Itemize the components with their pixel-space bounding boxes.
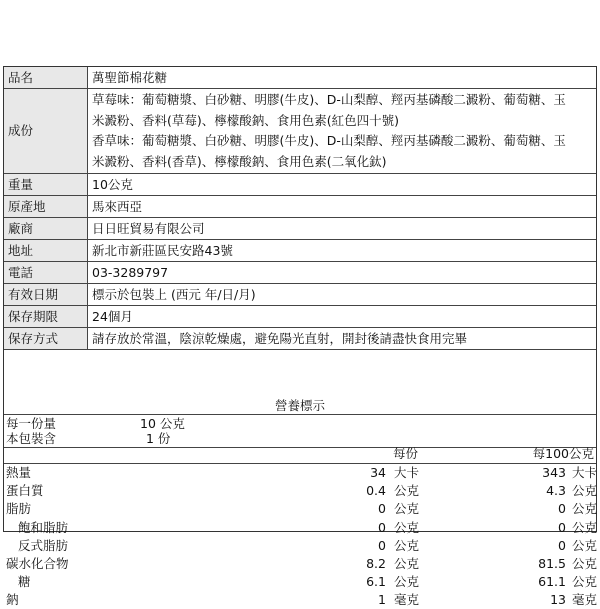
info-row-manufacturer bbox=[4, 218, 596, 240]
nutrition-row bbox=[4, 591, 596, 609]
nutrition-row bbox=[4, 537, 596, 555]
info-value: 新北市新莊區民安路43號 bbox=[88, 240, 597, 262]
per-100g-value: 0 bbox=[558, 537, 566, 553]
info-value: 10公克 bbox=[88, 174, 597, 196]
info-row-address bbox=[4, 240, 596, 262]
per-100g-value: 13 bbox=[550, 592, 566, 608]
info-value: 馬來西亞 bbox=[88, 196, 597, 218]
divider bbox=[4, 447, 596, 448]
ingredients-line: 米澱粉、香料(草莓)、檸檬酸鈉、食用色素(紅色四十號) bbox=[92, 112, 400, 128]
nutrient-name: 碳水化合物 bbox=[6, 556, 69, 571]
info-label: 有效日期 bbox=[4, 284, 88, 306]
info-row-expiry bbox=[4, 284, 596, 306]
info-row-phone bbox=[4, 262, 596, 284]
per-serving-value: 1 bbox=[378, 592, 386, 608]
info-row-name bbox=[4, 67, 596, 89]
info-value: 24個月 bbox=[88, 306, 597, 328]
per-100g-value: 81.5 bbox=[538, 556, 566, 571]
info-label: 電話 bbox=[4, 262, 88, 284]
per-serving-unit: 公克 bbox=[394, 501, 420, 517]
servings-per-package-value: 1 份 bbox=[146, 431, 171, 446]
per-100g-value: 0 bbox=[558, 501, 566, 517]
per-100g-unit: 毫克 bbox=[572, 592, 598, 608]
nutrient-name: 熱量 bbox=[6, 465, 32, 480]
nutrition-title: 營養標示 bbox=[4, 397, 596, 415]
info-label: 成份 bbox=[4, 89, 88, 174]
info-label: 保存期限 bbox=[4, 306, 88, 328]
info-label: 原產地 bbox=[4, 196, 88, 218]
nutrition-row bbox=[4, 573, 596, 591]
product-info-table bbox=[4, 67, 596, 350]
ingredients-line: 香草味：葡萄糖漿、白砂糖、明膠(牛皮)、D-山梨醇、羥丙基磷酸二澱粉、葡萄糖、玉 bbox=[92, 133, 566, 148]
nutrient-name: 反式脂肪 bbox=[18, 537, 69, 553]
col-header-per-serving: 每份 bbox=[392, 446, 418, 461]
per-serving-unit: 毫克 bbox=[394, 592, 420, 608]
per-serving-unit: 公克 bbox=[394, 574, 420, 590]
per-100g-unit: 公克 bbox=[572, 483, 598, 499]
per-serving-unit: 公克 bbox=[394, 537, 420, 553]
nutrition-row bbox=[4, 464, 596, 482]
per-100g-value: 61.1 bbox=[538, 574, 566, 590]
product-label-sheet bbox=[3, 66, 598, 608]
info-row-storage bbox=[4, 328, 596, 350]
info-label: 品名 bbox=[4, 67, 88, 89]
nutrition-row bbox=[4, 482, 596, 500]
per-100g-unit: 公克 bbox=[572, 537, 598, 553]
per-serving-value: 0 bbox=[378, 501, 386, 517]
per-serving-value: 34 bbox=[370, 465, 386, 480]
ingredients-line: 草莓味：葡萄糖漿、白砂糖、明膠(牛皮)、D-山梨醇、羥丙基磷酸二澱粉、葡萄糖、玉 bbox=[92, 92, 566, 107]
serving-size-label: 每一份量 bbox=[6, 416, 57, 431]
serving-size-row bbox=[6, 416, 185, 432]
servings-per-package-label: 本包裝含 bbox=[6, 431, 57, 446]
nutrient-name: 蛋白質 bbox=[6, 483, 44, 499]
per-100g-unit: 公克 bbox=[572, 556, 598, 571]
per-100g-value: 0 bbox=[558, 519, 566, 535]
info-label: 重量 bbox=[4, 174, 88, 196]
info-value: 標示於包裝上 (西元 年/日/月) bbox=[88, 284, 597, 306]
ingredients-value bbox=[88, 89, 597, 174]
col-header-per-100g: 每100公克 bbox=[532, 446, 594, 461]
nutrition-row bbox=[4, 555, 596, 573]
serving-size-value: 10 公克 bbox=[140, 416, 185, 431]
info-value: 03-3289797 bbox=[88, 262, 597, 284]
nutrient-name: 鈉 bbox=[6, 592, 19, 608]
per-serving-value: 0.4 bbox=[366, 483, 386, 499]
info-value: 日日旺貿易有限公司 bbox=[88, 218, 597, 240]
per-100g-unit: 公克 bbox=[572, 519, 598, 535]
info-value: 萬聖節棉花糖 bbox=[88, 67, 597, 89]
info-row-shelf-life bbox=[4, 306, 596, 328]
per-serving-unit: 公克 bbox=[394, 483, 420, 499]
info-label: 保存方式 bbox=[4, 328, 88, 350]
info-value: 請存放於常溫，陰涼乾燥處，避免陽光直射，開封後請盡快食用完畢 bbox=[88, 328, 597, 350]
nutrient-name: 糖 bbox=[18, 574, 31, 590]
per-100g-unit: 公克 bbox=[572, 574, 598, 590]
per-100g-unit: 公克 bbox=[572, 501, 598, 517]
per-100g-unit: 大卡 bbox=[572, 465, 598, 480]
per-serving-value: 6.1 bbox=[366, 574, 386, 590]
per-serving-value: 8.2 bbox=[366, 556, 386, 571]
per-serving-unit: 大卡 bbox=[394, 465, 420, 480]
nutrition-row bbox=[4, 519, 596, 537]
info-label: 廠商 bbox=[4, 218, 88, 240]
per-serving-unit: 公克 bbox=[394, 519, 420, 535]
info-row-weight bbox=[4, 174, 596, 196]
ingredients-line: 米澱粉、香料(香草)、檸檬酸鈉、食用色素(二氧化鈦) bbox=[92, 153, 387, 169]
per-serving-value: 0 bbox=[378, 519, 386, 535]
info-row-origin bbox=[4, 196, 596, 218]
nutrient-name: 飽和脂肪 bbox=[18, 519, 69, 535]
per-100g-value: 4.3 bbox=[546, 483, 566, 499]
nutrition-row bbox=[4, 500, 596, 518]
per-100g-value: 343 bbox=[542, 465, 566, 480]
servings-per-package-row bbox=[6, 431, 171, 447]
per-serving-value: 0 bbox=[378, 537, 386, 553]
per-serving-unit: 公克 bbox=[394, 556, 420, 571]
nutrient-name: 脂肪 bbox=[6, 501, 32, 517]
info-label: 地址 bbox=[4, 240, 88, 262]
info-row-ingredients bbox=[4, 89, 596, 174]
